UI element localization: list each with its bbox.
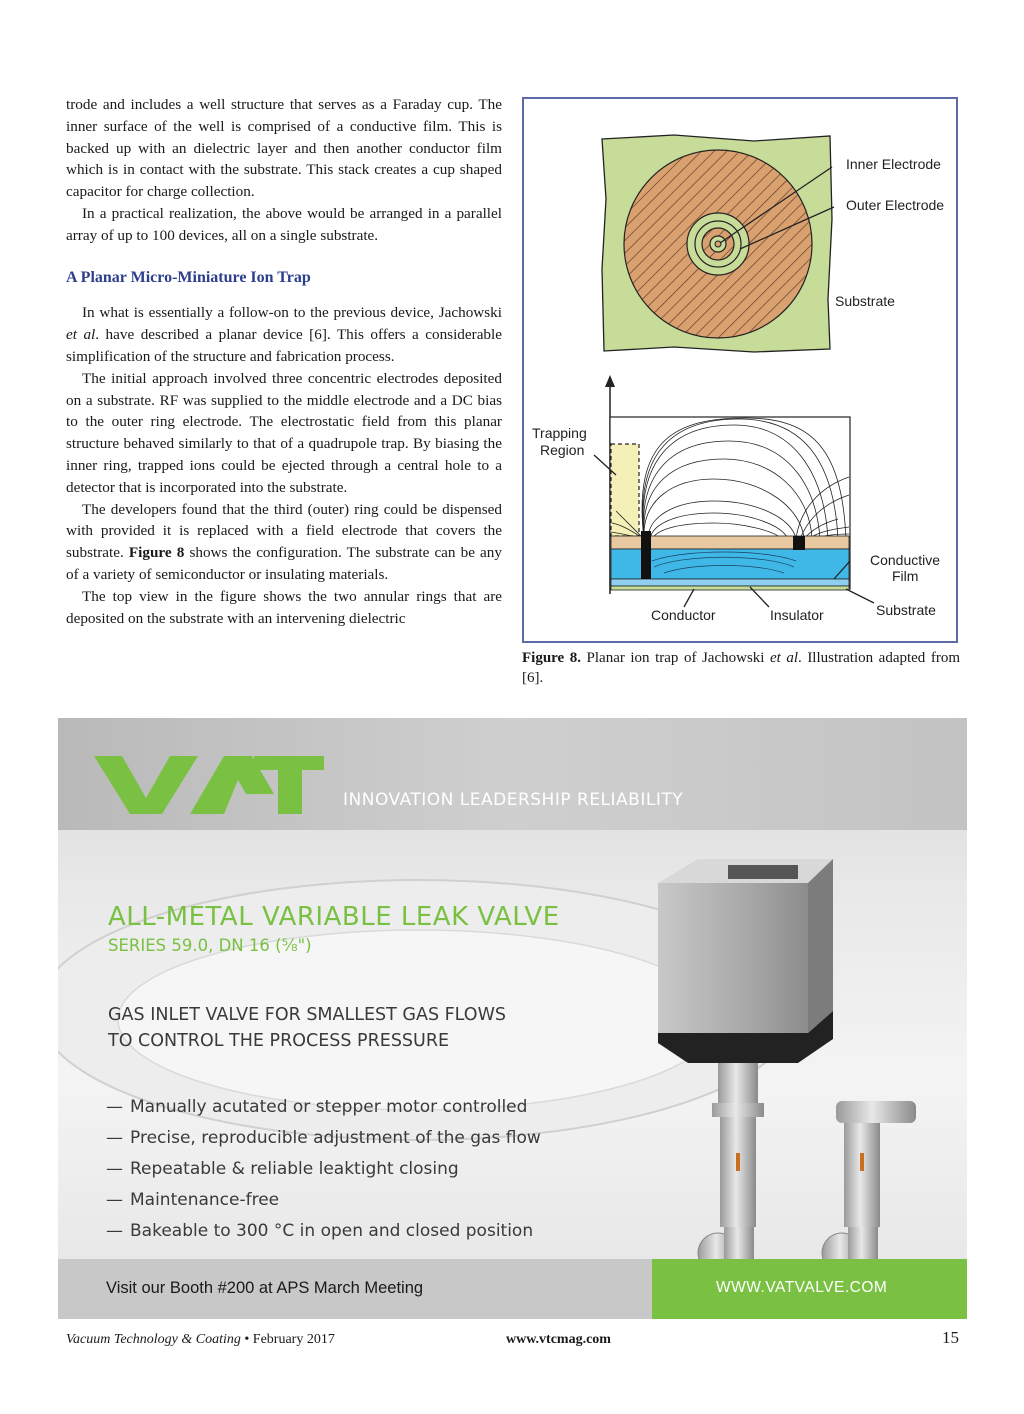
footer-website[interactable]: www.vtcmag.com bbox=[506, 1332, 611, 1347]
label-substrate-top: Substrate bbox=[835, 293, 895, 309]
figure-8 bbox=[522, 97, 958, 643]
label-outer-electrode: Outer Electrode bbox=[846, 197, 945, 213]
paragraph: trode and includes a well structure that serves as a Faraday cup. The inner surface of the well is comprised of a conductive film. This is backed up with an dielectric layer and then another conductor film which is in contact with the substrate. This stack creates a cup shaped capacitor for charge collection. bbox=[66, 96, 502, 201]
list-item: — Bakeable to 300 °C in open and closed position bbox=[106, 1221, 534, 1241]
ad-url-link[interactable]: WWW.VATVALVE.COM bbox=[716, 1279, 888, 1296]
list-item: — Maintenance-free bbox=[106, 1190, 280, 1210]
list-item: — Precise, reproducible adjustment of the gas flow bbox=[106, 1128, 541, 1148]
label-film: Film bbox=[892, 568, 919, 584]
section-heading: A Planar Micro-Miniature Ion Trap bbox=[66, 268, 311, 286]
label-conductor: Conductor bbox=[651, 607, 716, 623]
vat-advertisement[interactable] bbox=[58, 718, 967, 1319]
paragraph: In a practical realization, the above would be arranged in a parallel array of up to 100 devices, all on a single substrate. bbox=[66, 204, 502, 244]
list-item: — Repeatable & reliable leaktight closing bbox=[106, 1159, 459, 1179]
list-item: — Manually acutated or stepper motor controlled bbox=[106, 1097, 528, 1117]
paragraph: The developers found that the third (outer) ring could be dispensed with provided it is replaced with a field electrode that covers the substrate. Figure 8 shows the configuration. The substrate can be any of a variety of semiconductor or insulating materials. bbox=[66, 500, 502, 583]
ad-url-band[interactable] bbox=[652, 1259, 967, 1319]
ad-booth-band bbox=[58, 1259, 652, 1319]
label-inner-electrode: Inner Electrode bbox=[846, 156, 941, 172]
ad-subtitle: GAS INLET VALVE FOR SMALLEST GAS FLOWS TO CONTROL THE PROCESS PRESSURE bbox=[108, 1005, 506, 1051]
page-number: 15 bbox=[942, 1328, 959, 1347]
label-insulator: Insulator bbox=[770, 607, 824, 623]
ad-feature-list bbox=[106, 1096, 541, 1251]
label-trapping: Trapping bbox=[532, 425, 587, 441]
label-region: Region bbox=[540, 442, 585, 458]
ad-header-band bbox=[58, 718, 967, 830]
label-conductive: Conductive bbox=[870, 552, 941, 568]
figure-illustration bbox=[524, 99, 956, 641]
ad-series: SERIES 59.0, DN 16 (⅝") bbox=[108, 936, 312, 955]
paragraph: The top view in the figure shows the two annular rings that are deposited on the substrate with an intervening dielectric bbox=[66, 587, 502, 627]
paragraph: In what is essentially a follow-on to the previous device, Jachowski et al. have described a planar device [6]. This offers a considerable simplification of the structure and fabrication process. bbox=[66, 304, 502, 365]
ad-title: ALL-METAL VARIABLE LEAK VALVE bbox=[108, 902, 560, 932]
ad-tagline: INNOVATION LEADERSHIP RELIABILITY bbox=[343, 790, 684, 810]
label-substrate-bottom: Substrate bbox=[876, 602, 936, 618]
vat-logo bbox=[94, 754, 334, 816]
ad-booth-text: Visit our Booth #200 at APS March Meeting bbox=[106, 1279, 424, 1297]
footer-journal: Vacuum Technology & Coating • February 2017 bbox=[66, 1332, 335, 1347]
valve-product-image bbox=[648, 853, 938, 1283]
article-column bbox=[66, 94, 502, 629]
figure-caption: Figure 8. Planar ion trap of Jachowski et al. Illustration adapted from [6]. bbox=[522, 650, 961, 686]
paragraph: The initial approach involved three concentric electrodes deposited on a substrate. RF was supplied to the middle electrode and a DC bias to the outer ring electrode. The electrostatic field from this planar structure behaved similarly to that of a quadrupole trap. By biasing the inner ring, trapped ions could be ejected through a central hole to a detector that is incorporated into the substrate. bbox=[66, 369, 502, 496]
